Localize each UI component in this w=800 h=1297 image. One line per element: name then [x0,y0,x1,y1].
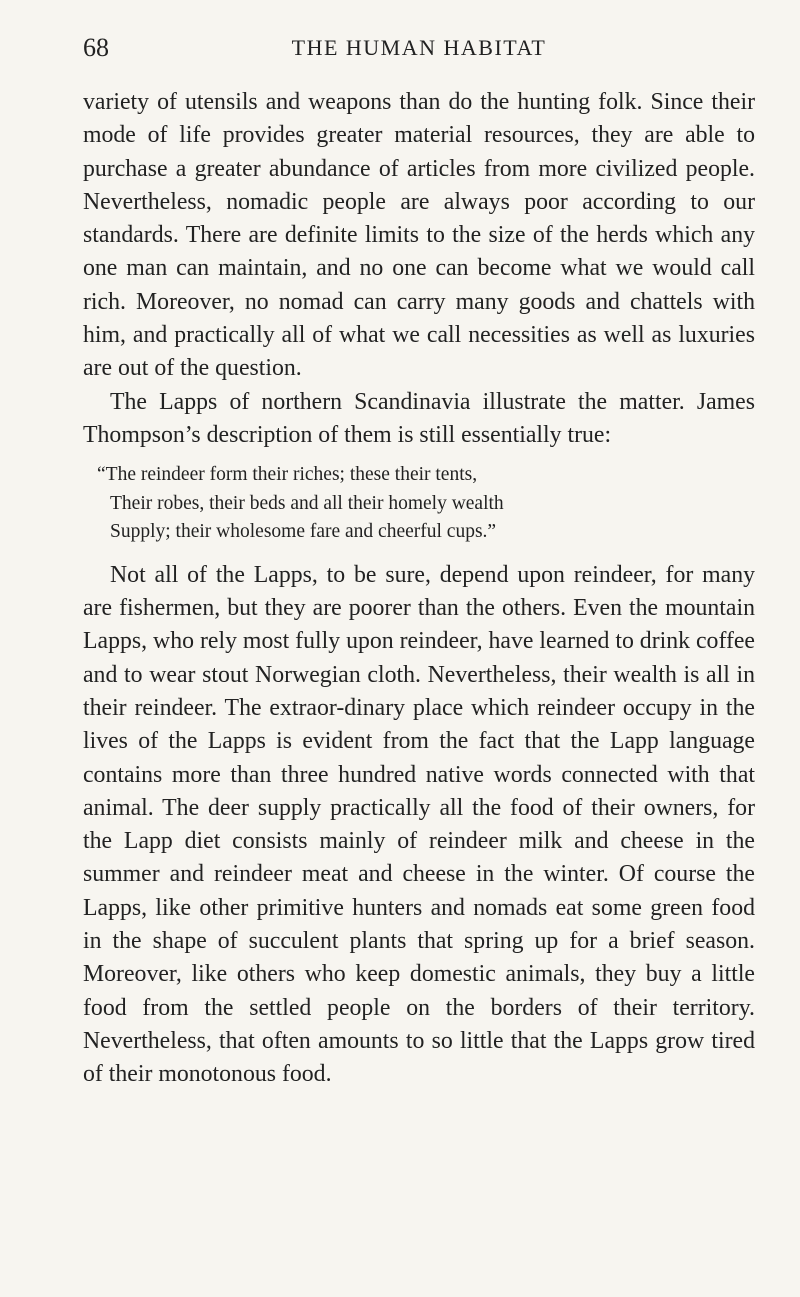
quote-line-3: Supply; their wholesome fare and cheerful cups.” [110,521,497,543]
quote-line-2: Their robes, their beds and all their homely wealth [110,492,504,514]
verse-quotation [97,461,755,547]
page-number: 68 [83,33,109,62]
paragraph-lapps-reindeer: Not all of the Lapps, to be sure, depend upon reindeer, for many are fishermen, but they are poorer than the others. Even the mountain Lapps, who rely most fully upon reindeer, have learned to drink coffee and to wear stout Norwegian cloth. Nevertheless, their wealth is all in their reindeer. The extraor-dinary place which reindeer occupy in the lives of the Lapps is evident from the fact that the Lapp language contains more than three hundred native words connected with that animal. The deer supply practically all the food of their owners, for the Lapp diet consists mainly of reindeer milk and cheese in the summer and reindeer meat and cheese in the winter. Of course the Lapps, like other primitive hunters and nomads eat some green food in the shape of succulent plants that spring up for a brief season. Moreover, like others who keep domestic animals, they buy a little food from the settled people on the borders of their territory. Nevertheless, that often amounts to so little that the Lapps grow tired of their monotonous food. [83,561,755,1088]
quote-line-1: “The reindeer form their riches; these their tents, [97,464,478,486]
paragraph-lapps-intro: The Lapps of northern Scandinavia illustrate the matter. James Thompson’s description of them is still essentially true: [83,388,755,448]
paragraph-continued: variety of utensils and weapons than do the hunting folk. Since their mode of life provides greater material resources, they are able to purchase a greater abundance of articles from more civilized people. Nevertheless, nomadic people are always poor according to our standards. There are definite limits to the size of the herds which any one man can maintain, and no one can become what we would call rich. Moreover, no nomad can carry many goods and chattels with him, and practically all of what we call necessities as well as luxuries are out of the question. [83,89,755,382]
page-header [83,31,755,65]
body-text [83,86,755,1092]
running-head: THE HUMAN HABITAT [291,35,547,60]
